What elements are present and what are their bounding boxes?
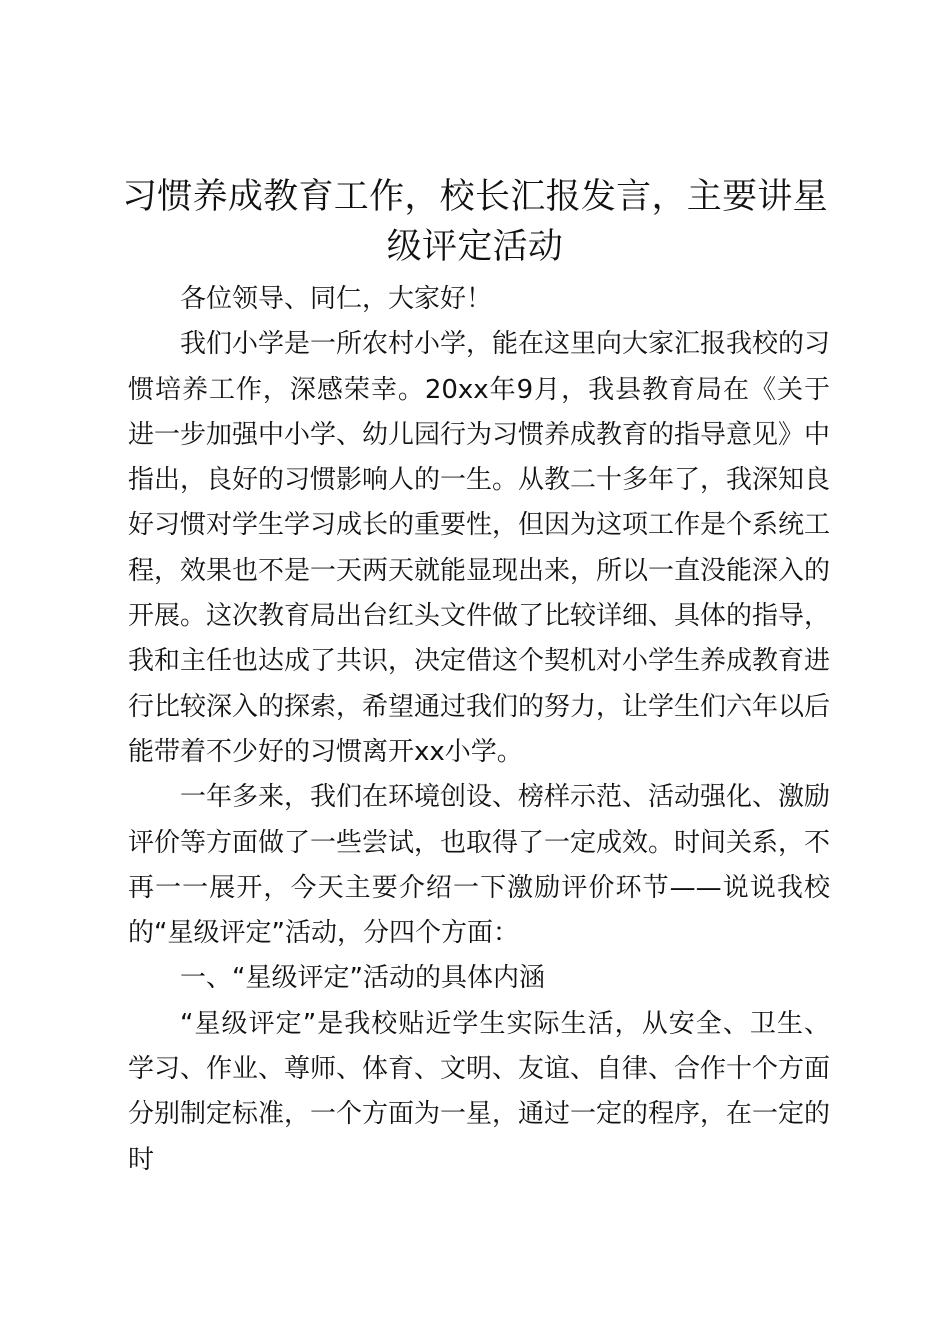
greeting-paragraph: 各位领导、同仁，大家好！ [180, 284, 493, 314]
document-title: 习惯养成教育工作，校长汇报发言，主要讲星级评定活动 [121, 177, 828, 267]
section-heading-1: 一、“星级评定”活动的具体内涵 [180, 963, 545, 994]
section-1-paragraph: “星级评定”是我校贴近学生实际生活，从安全、卫生、学习、作业、尊师、体育、文明、友谊、自律、合作十个方面分别制定标准，一个方面为一星，通过一定的程序，在一定的时 [128, 1008, 831, 1175]
overview-paragraph: 一年多来，我们在环境创设、榜样示范、活动强化、激励评价等方面做了一些尝试，也取得了一定成效。时间关系，不再一一展开，今天主要介绍一下激励评价环节——说说我校的“星级评定”活动，分四个方面： [128, 782, 831, 949]
document-body [128, 277, 830, 1183]
introduction-paragraph: 我们小学是一所农村小学，能在这里向大家汇报我校的习惯培养工作，深感荣幸。20xx年9月，我县教育局在《关于进一步加强中小学、幼儿园行为习惯养成教育的指导意见》中指出，良好的习惯影响人的一生。从教二十多年了，我深知良好习惯对学生学习成长的重要性，但因为这项工作是个系统工程，效果也不是一天两天就能显现出来，所以一直没能深入的开展。这次教育局出台红头文件做了比较详细、具体的指导，我和主任也达成了共识，决定借这个契机对小学生养成教育进行比较深入的探索，希望通过我们的努力，让学生们六年以后能带着不少好的习惯离开xx小学。 [128, 329, 831, 767]
